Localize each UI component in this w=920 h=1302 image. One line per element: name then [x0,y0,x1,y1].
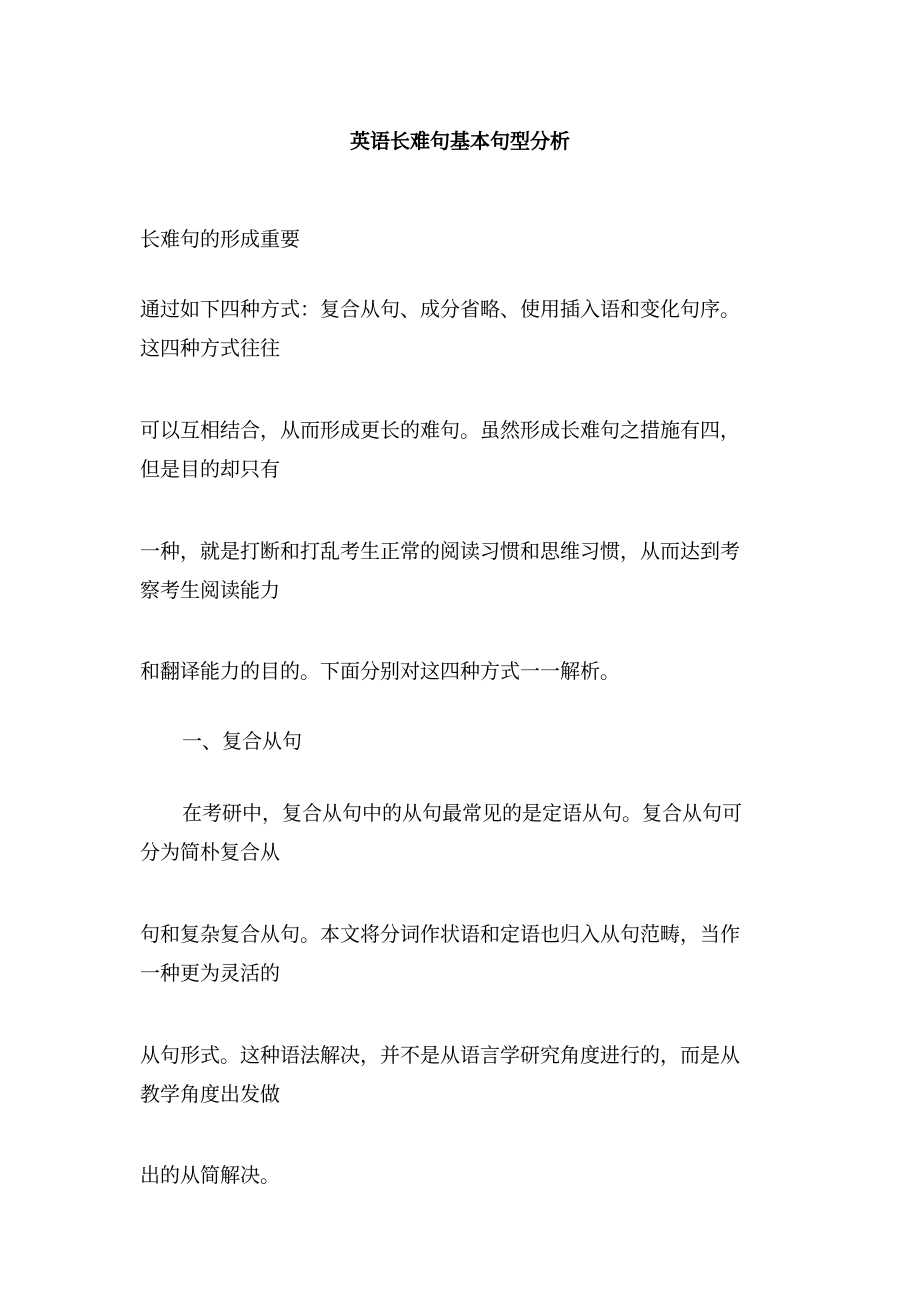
paragraph-line: 这四种方式往往 [140,336,280,360]
paragraph-attributive-clause [140,794,790,872]
paragraph-line: 但是目的却只有 [140,457,280,481]
paragraph-participle [140,915,790,993]
paragraph-line: 可以互相结合，从而形成更长的难句。虽然形成长难句之措施有四， [140,418,740,442]
document-title: 英语长难句基本句型分析 [350,129,570,153]
section-heading-compound-clause [182,722,832,761]
section-heading-line: 一、复合从句 [182,729,302,753]
paragraph-line: 察考生阅读能力 [140,578,280,602]
paragraph-line: 通过如下四种方式：复合从句、成分省略、使用插入语和变化句序。 [140,297,740,321]
paragraph-line: 和翻译能力的目的。下面分别对这四种方式一一解析。 [140,659,620,683]
paragraph-line: 出的从简解决。 [140,1163,280,1187]
paragraph-purpose [140,532,790,610]
paragraph-simplified [140,1156,790,1195]
paragraph-line: 句和复杂复合从句。本文将分词作状语和定语也归入从句范畴，当作 [140,922,740,946]
paragraph-intro-heading [140,220,790,259]
paragraph-grammar-approach [140,1036,790,1114]
paragraph-line: 长难句的形成重要 [140,227,300,251]
paragraph-line: 分为简朴复合从 [140,840,280,864]
paragraph-line: 从句形式。这种语法解决，并不是从语言学研究角度进行的，而是从 [140,1043,740,1067]
paragraph-line: 一种更为灵活的 [140,961,280,985]
paragraph-four-methods [140,290,790,368]
paragraph-line: 在考研中，复合从句中的从句最常见的是定语从句。复合从句可 [182,801,742,825]
paragraph-translation-ability [140,652,790,691]
paragraph-line: 教学角度出发做 [140,1082,280,1106]
paragraph-combination [140,411,790,489]
paragraph-line: 一种，就是打断和打乱考生正常的阅读习惯和思维习惯，从而达到考 [140,539,740,563]
